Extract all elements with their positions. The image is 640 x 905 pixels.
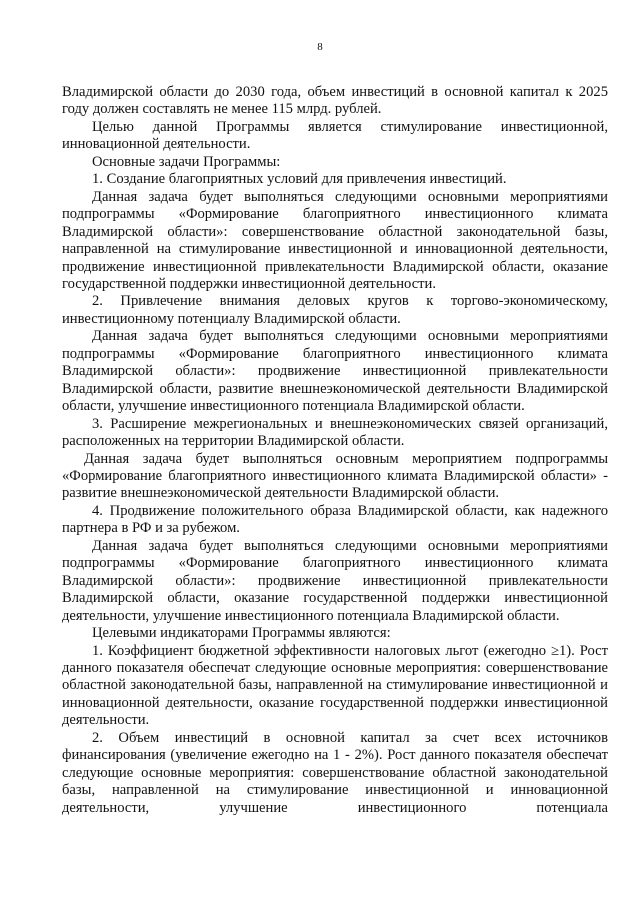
paragraph-11: Данная задача будет выполняться следующими основными мероприятиями подпрограммы «Формирование благоприятного инвестиционного климата Владимирской области»: продвижение инвестиционной привлекательности Владимирской области, оказание государственной поддержки инвестиционной деятельности, улучшение инвестиционного потенциала Владимирской области.	[62, 537, 608, 624]
paragraph-1: Владимирской области до 2030 года, объем инвестиций в основной капитал к 2025 году должен составлять не менее 115 млрд. рублей.	[62, 84, 608, 118]
document-body	[62, 84, 608, 817]
paragraph-2: Целью данной Программы является стимулирование инвестиционной, инновационной деятельности.	[62, 118, 608, 153]
paragraph-12: Целевыми индикаторами Программы являются:	[92, 625, 391, 642]
paragraph-13: 1. Коэффициент бюджетной эффективности налоговых льгот (ежегодно ≥1). Рост данного показателя обеспечат следующие основные мероприятия: совершенствование областной законодательной базы, направленной на стимулирование инвестиционной и инновационной деятельности, оказание государственной поддержки инвестиционной деятельности.	[62, 642, 608, 729]
paragraph-10: 4. Продвижение положительного образа Владимирской области, как надежного партнера в РФ и за рубежом.	[62, 502, 608, 537]
paragraph-5: Данная задача будет выполняться следующими основными мероприятиями подпрограммы «Формирование благоприятного инвестиционного климата Владимирской области»: совершенствование областной законодательной базы, направленной на стимулирование инвестиционной и инновационной деятельности, продвижение инвестиционной привлекательности Владимирской области, оказание государственной поддержки инвестиционной деятельности.	[62, 188, 608, 292]
paragraph-7: Данная задача будет выполняться следующими основными мероприятиями подпрограммы «Формирование благоприятного инвестиционного климата Владимирской области»: продвижение инвестиционной привлекательности Владимирской области, развитие внешнеэкономической деятельности Владимирской области, улучшение инвестиционного потенциала Владимирской области.	[62, 328, 608, 415]
paragraph-4: 1. Создание благоприятных условий для привлечения инвестиций.	[92, 171, 507, 188]
paragraph-8: 3. Расширение межрегиональных и внешнеэкономических связей организаций, расположенных на территории Владимирской области.	[62, 415, 608, 450]
paragraph-3: Основные задачи Программы:	[92, 153, 281, 170]
paragraph-14: 2. Объем инвестиций в основной капитал за счет всех источников финансирования (увеличение ежегодно на 1 - 2%). Рост данного показателя обеспечат следующие основные мероприятия: совершенствование областной законодательной базы, направленной на стимулирование инвестиционной и инновационной деятельности, улучшение инвестиционного потенциала	[62, 729, 608, 816]
paragraph-9: Данная задача будет выполняться основным мероприятием подпрограммы «Формирование благоприятного инвестиционного климата Владимирской области» - развитие внешнеэкономической деятельности Владимирской области.	[62, 450, 608, 502]
paragraph-6: 2. Привлечение внимания деловых кругов к торгово-экономическому, инвестиционному потенциалу Владимирской области.	[62, 293, 608, 327]
page-number: 8	[317, 41, 323, 53]
